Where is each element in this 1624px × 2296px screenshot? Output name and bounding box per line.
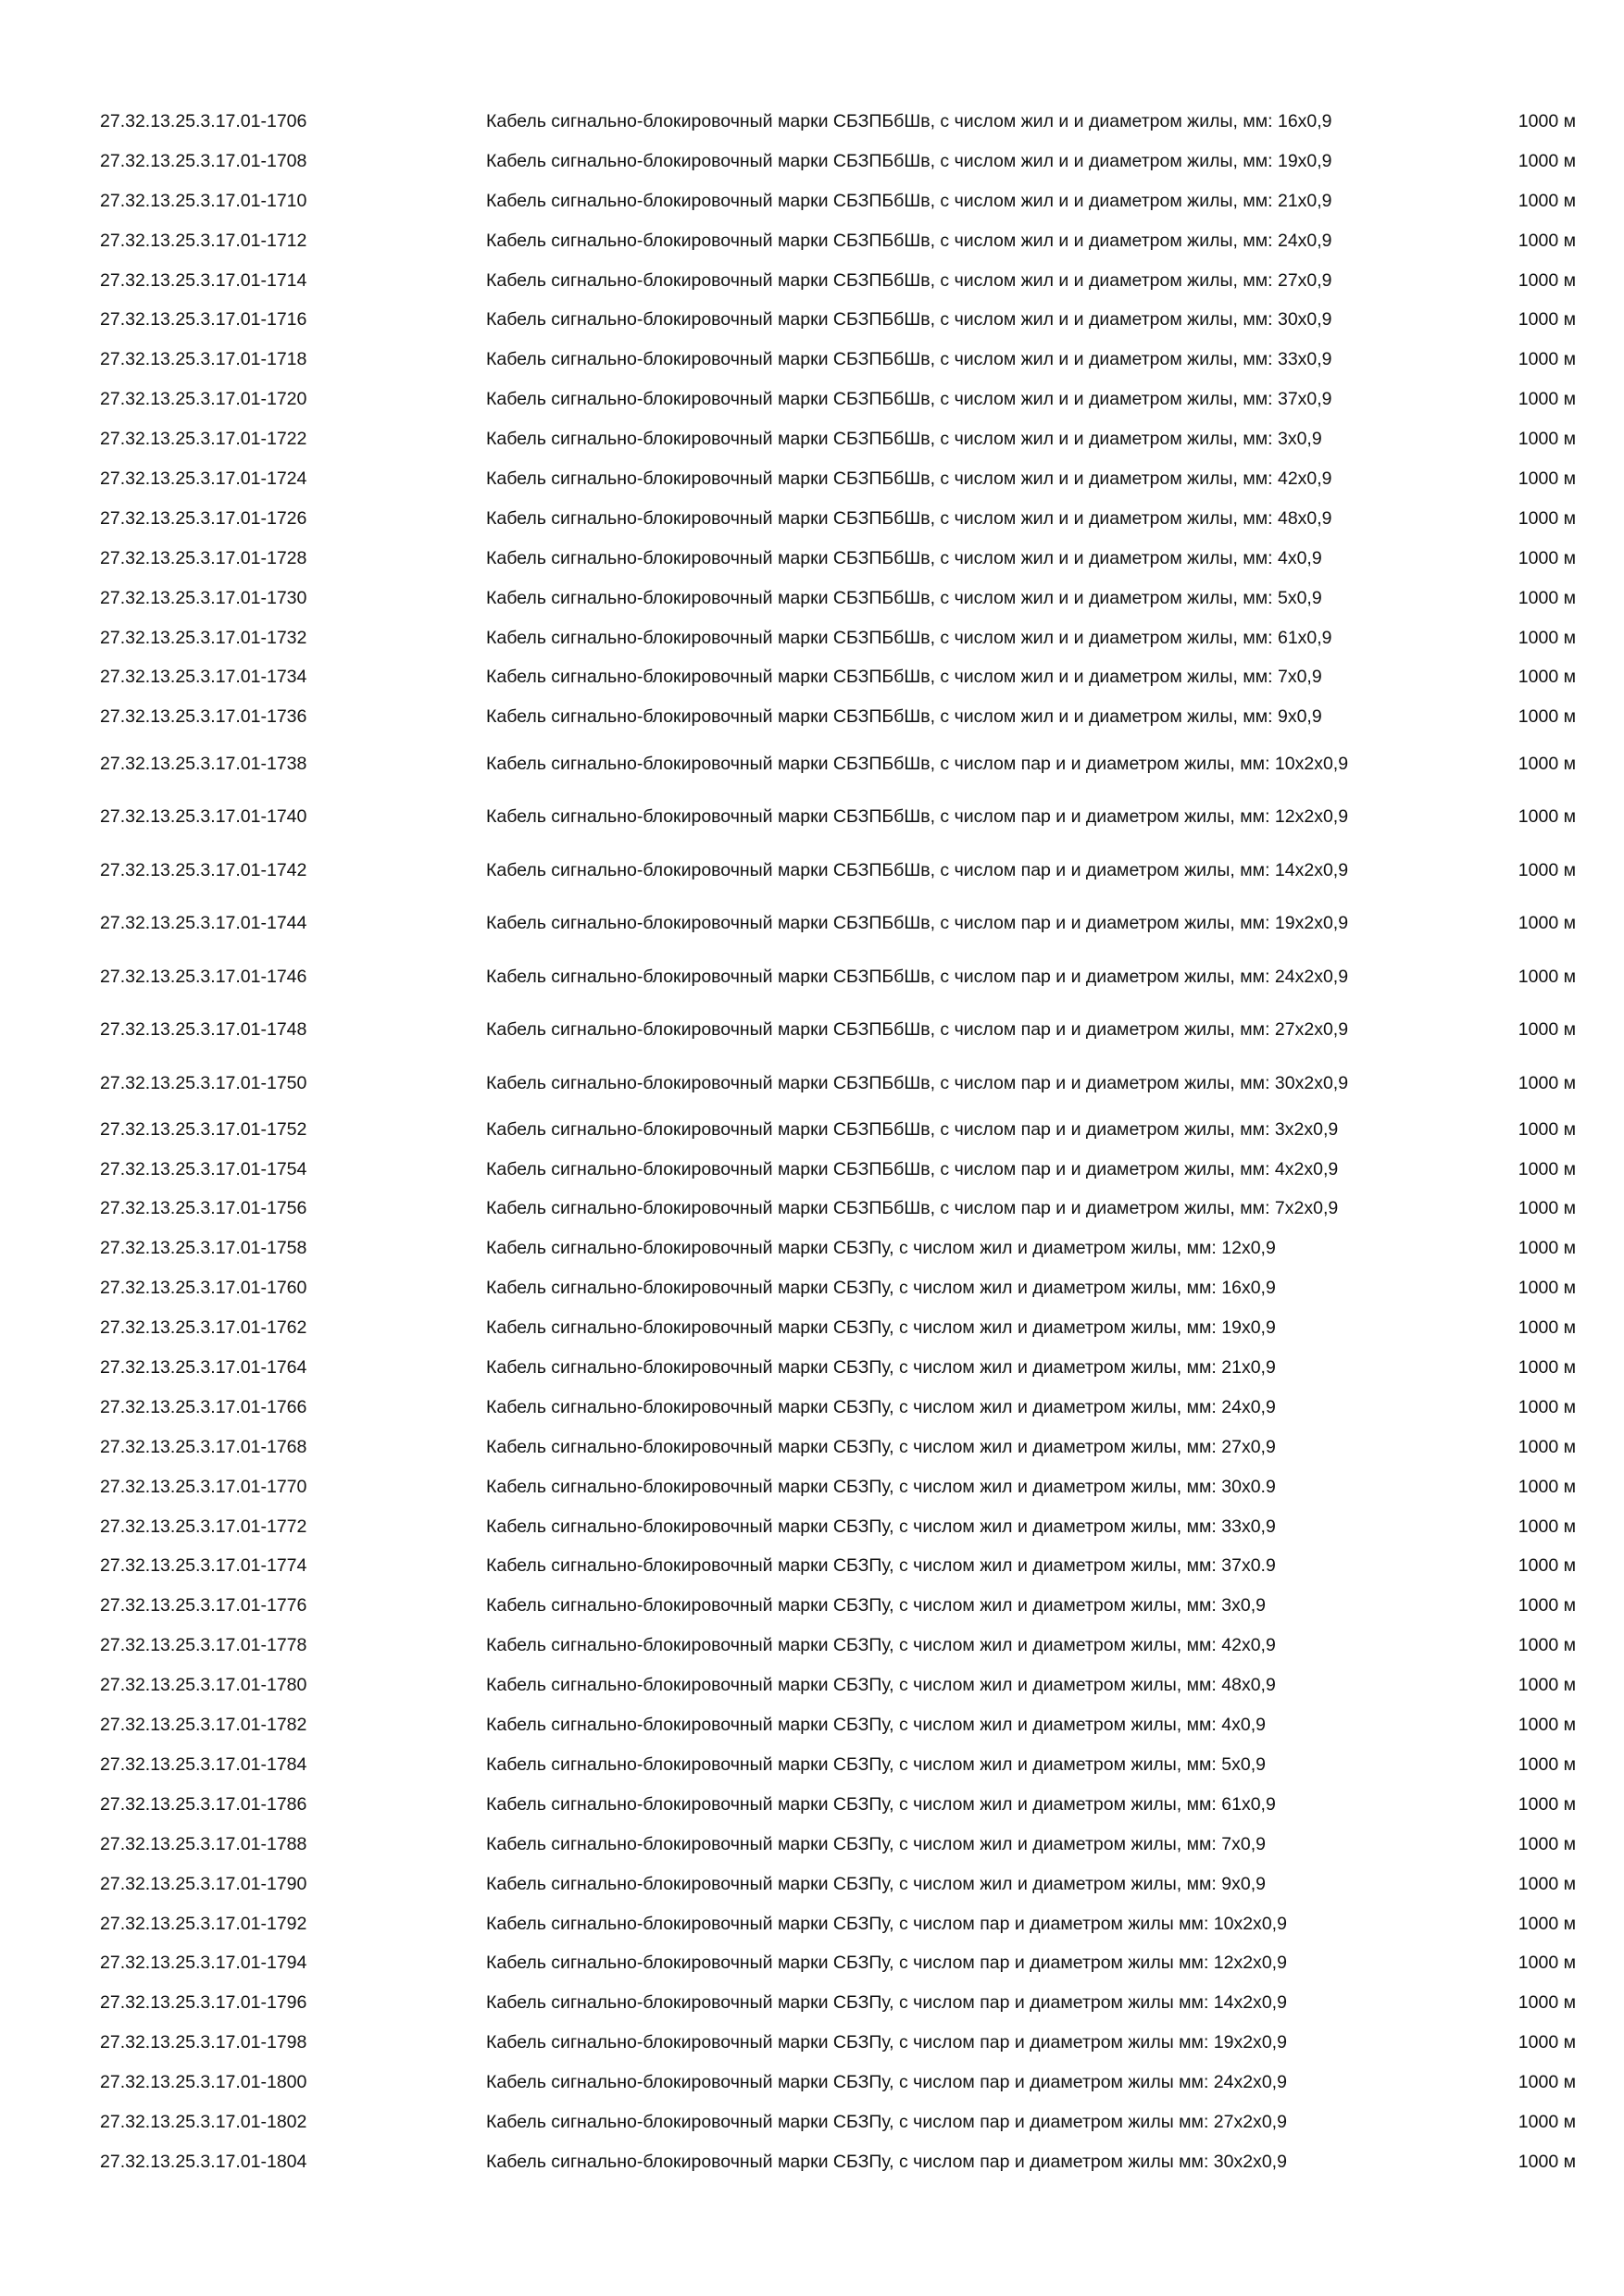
resource-code-cell: 27.32.13.25.3.17.01-1716 bbox=[100, 309, 307, 331]
unit-cell: 1000 м bbox=[1518, 1396, 1576, 1417]
resource-name-cell: Кабель сигнально-блокировочный марки СБЗПБбШв, с числом жил и и диаметром жилы, мм: 48х0,9 bbox=[486, 507, 1332, 529]
resource-table bbox=[93, 102, 1583, 2182]
unit-cell: 1000 м bbox=[1518, 1436, 1576, 1457]
unit-cell: 1000 м bbox=[1518, 2111, 1576, 2132]
resource-name-cell: Кабель сигнально-блокировочный марки СБЗПу, с числом жил и диаметром жилы, мм: 9х0,9 bbox=[486, 1873, 1266, 1894]
resource-code-cell: 27.32.13.25.3.17.01-1736 bbox=[100, 706, 307, 728]
unit-cell: 1000 м bbox=[1518, 1072, 1576, 1093]
table-row bbox=[93, 657, 1583, 697]
table-row bbox=[93, 737, 1583, 791]
resource-name-cell: Кабель сигнально-блокировочный марки СБЗПБбШв, с числом жил и и диаметром жилы, мм: 9х0,9 bbox=[486, 706, 1322, 728]
resource-name-cell: Кабель сигнально-блокировочный марки СБЗПу, с числом жил и диаметром жилы, мм: 37х0.9 bbox=[486, 1555, 1276, 1577]
resource-name-cell: Кабель сигнально-блокировочный марки СБЗПБбШв, с числом жил и и диаметром жилы, мм: 24х0,9 bbox=[486, 230, 1332, 251]
resource-code-cell: 27.32.13.25.3.17.01-1750 bbox=[100, 1072, 307, 1093]
table-row bbox=[93, 1004, 1583, 1057]
unit-cell: 1000 м bbox=[1518, 706, 1576, 728]
resource-code-cell: 27.32.13.25.3.17.01-1760 bbox=[100, 1278, 307, 1299]
table-row bbox=[93, 579, 1583, 618]
resource-code-cell: 27.32.13.25.3.17.01-1786 bbox=[100, 1793, 307, 1815]
unit-cell: 1000 м bbox=[1518, 429, 1576, 450]
unit-cell: 1000 м bbox=[1518, 1357, 1576, 1379]
table-row bbox=[93, 897, 1583, 951]
unit-cell: 1000 м bbox=[1518, 1913, 1576, 1934]
resource-code-cell: 27.32.13.25.3.17.01-1792 bbox=[100, 1913, 307, 1934]
table-row bbox=[93, 1943, 1583, 1983]
resource-code-cell: 27.32.13.25.3.17.01-1740 bbox=[100, 806, 307, 827]
resource-name-cell: Кабель сигнально-блокировочный марки СБЗПу, с числом жил и диаметром жилы, мм: 7х0,9 bbox=[486, 1833, 1266, 1854]
resource-code-cell: 27.32.13.25.3.17.01-1784 bbox=[100, 1753, 307, 1775]
resource-name-cell: Кабель сигнально-блокировочный марки СБЗПБбШв, с числом пар и и диаметром жилы, мм: 4х2х0,9 bbox=[486, 1158, 1339, 1179]
table-row bbox=[93, 1110, 1583, 1150]
unit-cell: 1000 м bbox=[1518, 389, 1576, 410]
resource-code-cell: 27.32.13.25.3.17.01-1706 bbox=[100, 110, 307, 131]
unit-cell: 1000 м bbox=[1518, 468, 1576, 489]
unit-cell: 1000 м bbox=[1518, 1833, 1576, 1854]
table-row bbox=[93, 1626, 1583, 1666]
table-row bbox=[93, 697, 1583, 737]
resource-name-cell: Кабель сигнально-блокировочный марки СБЗПБбШв, с числом жил и и диаметром жилы, мм: 42х0,9 bbox=[486, 468, 1332, 489]
resource-name-cell: Кабель сигнально-блокировочный марки СБЗПу, с числом пар и диаметром жилы мм: 10х2х0,9 bbox=[486, 1913, 1287, 1934]
resource-code-cell: 27.32.13.25.3.17.01-1744 bbox=[100, 913, 307, 933]
unit-cell: 1000 м bbox=[1518, 309, 1576, 331]
unit-cell: 1000 м bbox=[1518, 190, 1576, 211]
table-row bbox=[93, 261, 1583, 301]
unit-cell: 1000 м bbox=[1518, 1873, 1576, 1894]
table-row bbox=[93, 1428, 1583, 1467]
table-row bbox=[93, 618, 1583, 658]
resource-name-cell: Кабель сигнально-блокировочный марки СБЗПу, с числом пар и диаметром жилы мм: 12х2х0,9 bbox=[486, 1953, 1287, 1974]
unit-cell: 1000 м bbox=[1518, 1158, 1576, 1179]
table-row bbox=[93, 2063, 1583, 2103]
resource-code-cell: 27.32.13.25.3.17.01-1732 bbox=[100, 627, 307, 648]
resource-code-cell: 27.32.13.25.3.17.01-1734 bbox=[100, 667, 307, 688]
table-row bbox=[93, 499, 1583, 539]
table-row bbox=[93, 300, 1583, 340]
resource-code-cell: 27.32.13.25.3.17.01-1766 bbox=[100, 1396, 307, 1417]
unit-cell: 1000 м bbox=[1518, 2151, 1576, 2172]
resource-name-cell: Кабель сигнально-блокировочный марки СБЗПБбШв, с числом жил и и диаметром жилы, мм: 5х0,9 bbox=[486, 587, 1322, 608]
table-row bbox=[93, 1190, 1583, 1229]
table-row bbox=[93, 340, 1583, 380]
resource-code-cell: 27.32.13.25.3.17.01-1804 bbox=[100, 2151, 307, 2172]
resource-code-cell: 27.32.13.25.3.17.01-1710 bbox=[100, 190, 307, 211]
resource-code-cell: 27.32.13.25.3.17.01-1738 bbox=[100, 753, 307, 774]
table-row bbox=[93, 1056, 1583, 1110]
resource-code-cell: 27.32.13.25.3.17.01-1764 bbox=[100, 1357, 307, 1379]
resource-name-cell: Кабель сигнально-блокировочный марки СБЗПБбШв, с числом жил и и диаметром жилы, мм: 30х0,9 bbox=[486, 309, 1332, 331]
resource-code-cell: 27.32.13.25.3.17.01-1756 bbox=[100, 1198, 307, 1219]
resource-name-cell: Кабель сигнально-блокировочный марки СБЗПу, с числом жил и диаметром жилы, мм: 33х0,9 bbox=[486, 1516, 1276, 1537]
table-row bbox=[93, 142, 1583, 181]
resource-name-cell: Кабель сигнально-блокировочный марки СБЗПу, с числом жил и диаметром жилы, мм: 42х0,9 bbox=[486, 1635, 1276, 1656]
resource-code-cell: 27.32.13.25.3.17.01-1790 bbox=[100, 1873, 307, 1894]
unit-cell: 1000 м bbox=[1518, 269, 1576, 291]
table-row bbox=[93, 843, 1583, 897]
unit-cell: 1000 м bbox=[1518, 2072, 1576, 2093]
resource-name-cell: Кабель сигнально-блокировочный марки СБЗПу, с числом жил и диаметром жилы, мм: 12х0,9 bbox=[486, 1238, 1276, 1259]
resource-code-cell: 27.32.13.25.3.17.01-1802 bbox=[100, 2111, 307, 2132]
resource-name-cell: Кабель сигнально-блокировочный марки СБЗПу, с числом пар и диаметром жилы мм: 27х2х0,9 bbox=[486, 2111, 1287, 2132]
resource-name-cell: Кабель сигнально-блокировочный марки СБЗПБбШв, с числом жил и и диаметром жилы, мм: 61х0,9 bbox=[486, 627, 1332, 648]
unit-cell: 1000 м bbox=[1518, 753, 1576, 774]
resource-code-cell: 27.32.13.25.3.17.01-1788 bbox=[100, 1833, 307, 1854]
unit-cell: 1000 м bbox=[1518, 859, 1576, 880]
resource-name-cell: Кабель сигнально-блокировочный марки СБЗПБбШв, с числом жил и и диаметром жилы, мм: 7х0,9 bbox=[486, 667, 1322, 688]
table-row bbox=[93, 539, 1583, 579]
resource-code-cell: 27.32.13.25.3.17.01-1758 bbox=[100, 1238, 307, 1259]
unit-cell: 1000 м bbox=[1518, 349, 1576, 370]
unit-cell: 1000 м bbox=[1518, 1715, 1576, 1736]
table-row bbox=[93, 1586, 1583, 1626]
resource-table-body bbox=[93, 102, 1583, 2182]
resource-code-cell: 27.32.13.25.3.17.01-1742 bbox=[100, 859, 307, 880]
resource-code-cell: 27.32.13.25.3.17.01-1774 bbox=[100, 1555, 307, 1577]
resource-name-cell: Кабель сигнально-блокировочный марки СБЗПБбШв, с числом пар и и диаметром жилы, мм: 24х2х0,9 bbox=[486, 966, 1349, 987]
table-row bbox=[93, 1745, 1583, 1785]
table-row bbox=[93, 1983, 1583, 2023]
resource-name-cell: Кабель сигнально-блокировочный марки СБЗПу, с числом жил и диаметром жилы, мм: 61х0,9 bbox=[486, 1793, 1276, 1815]
resource-code-cell: 27.32.13.25.3.17.01-1708 bbox=[100, 150, 307, 171]
table-row bbox=[93, 1348, 1583, 1388]
resource-code-cell: 27.32.13.25.3.17.01-1748 bbox=[100, 1019, 307, 1040]
resource-code-cell: 27.32.13.25.3.17.01-1794 bbox=[100, 1953, 307, 1974]
resource-code-cell: 27.32.13.25.3.17.01-1722 bbox=[100, 429, 307, 450]
table-row bbox=[93, 1865, 1583, 1904]
table-row bbox=[93, 2023, 1583, 2063]
unit-cell: 1000 м bbox=[1518, 2032, 1576, 2053]
unit-cell: 1000 м bbox=[1518, 1118, 1576, 1140]
unit-cell: 1000 м bbox=[1518, 1992, 1576, 2014]
table-row bbox=[93, 1785, 1583, 1825]
unit-cell: 1000 м bbox=[1518, 1019, 1576, 1040]
resource-code-cell: 27.32.13.25.3.17.01-1772 bbox=[100, 1516, 307, 1537]
resource-name-cell: Кабель сигнально-блокировочный марки СБЗПБбШв, с числом жил и и диаметром жилы, мм: 21х0,9 bbox=[486, 190, 1332, 211]
resource-code-cell: 27.32.13.25.3.17.01-1762 bbox=[100, 1317, 307, 1339]
table-row bbox=[93, 1229, 1583, 1268]
resource-code-cell: 27.32.13.25.3.17.01-1782 bbox=[100, 1715, 307, 1736]
resource-name-cell: Кабель сигнально-блокировочный марки СБЗПу, с числом жил и диаметром жилы, мм: 16х0,9 bbox=[486, 1278, 1276, 1299]
resource-name-cell: Кабель сигнально-блокировочный марки СБЗПу, с числом жил и диаметром жилы, мм: 21х0,9 bbox=[486, 1357, 1276, 1379]
unit-cell: 1000 м bbox=[1518, 966, 1576, 987]
resource-name-cell: Кабель сигнально-блокировочный марки СБЗПБбШв, с числом жил и и диаметром жилы, мм: 3х0,9 bbox=[486, 429, 1322, 450]
resource-name-cell: Кабель сигнально-блокировочный марки СБЗПу, с числом жил и диаметром жилы, мм: 27х0,9 bbox=[486, 1436, 1276, 1457]
resource-code-cell: 27.32.13.25.3.17.01-1718 bbox=[100, 349, 307, 370]
unit-cell: 1000 м bbox=[1518, 806, 1576, 827]
resource-name-cell: Кабель сигнально-блокировочный марки СБЗПу, с числом жил и диаметром жилы, мм: 4х0,9 bbox=[486, 1715, 1266, 1736]
table-row bbox=[93, 791, 1583, 844]
unit-cell: 1000 м bbox=[1518, 547, 1576, 568]
table-row bbox=[93, 102, 1583, 142]
resource-code-cell: 27.32.13.25.3.17.01-1724 bbox=[100, 468, 307, 489]
resource-code-cell: 27.32.13.25.3.17.01-1796 bbox=[100, 1992, 307, 2014]
resource-name-cell: Кабель сигнально-блокировочный марки СБЗПБбШв, с числом жил и и диаметром жилы, мм: 4х0,9 bbox=[486, 547, 1322, 568]
resource-code-cell: 27.32.13.25.3.17.01-1726 bbox=[100, 507, 307, 529]
unit-cell: 1000 м bbox=[1518, 587, 1576, 608]
resource-name-cell: Кабель сигнально-блокировочный марки СБЗПБбШв, с числом пар и и диаметром жилы, мм: 7х2х0,9 bbox=[486, 1198, 1339, 1219]
resource-name-cell: Кабель сигнально-блокировочный марки СБЗПБбШв, с числом пар и и диаметром жилы, мм: 3х2х0,9 bbox=[486, 1118, 1339, 1140]
table-row bbox=[93, 1308, 1583, 1348]
unit-cell: 1000 м bbox=[1518, 1476, 1576, 1497]
resource-code-cell: 27.32.13.25.3.17.01-1776 bbox=[100, 1595, 307, 1616]
table-row bbox=[93, 419, 1583, 459]
resource-name-cell: Кабель сигнально-блокировочный марки СБЗПБбШв, с числом жил и и диаметром жилы, мм: 27х0,9 bbox=[486, 269, 1332, 291]
table-row bbox=[93, 1150, 1583, 1190]
table-row bbox=[93, 1666, 1583, 1705]
unit-cell: 1000 м bbox=[1518, 1635, 1576, 1656]
table-row bbox=[93, 1388, 1583, 1428]
table-row bbox=[93, 221, 1583, 261]
resource-name-cell: Кабель сигнально-блокировочный марки СБЗПБбШв, с числом пар и и диаметром жилы, мм: 30х2х0,9 bbox=[486, 1072, 1349, 1093]
resource-code-cell: 27.32.13.25.3.17.01-1800 bbox=[100, 2072, 307, 2093]
resource-code-cell: 27.32.13.25.3.17.01-1714 bbox=[100, 269, 307, 291]
resource-name-cell: Кабель сигнально-блокировочный марки СБЗПБбШв, с числом жил и и диаметром жилы, мм: 16х0,9 bbox=[486, 110, 1332, 131]
unit-cell: 1000 м bbox=[1518, 507, 1576, 529]
resource-code-cell: 27.32.13.25.3.17.01-1746 bbox=[100, 966, 307, 987]
unit-cell: 1000 м bbox=[1518, 1198, 1576, 1219]
resource-name-cell: Кабель сигнально-блокировочный марки СБЗПБбШв, с числом пар и и диаметром жилы, мм: 19х2х0,9 bbox=[486, 913, 1349, 933]
resource-name-cell: Кабель сигнально-блокировочный марки СБЗПБбШв, с числом пар и и диаметром жилы, мм: 14х2х0,9 bbox=[486, 859, 1349, 880]
resource-name-cell: Кабель сигнально-блокировочный марки СБЗПу, с числом жил и диаметром жилы, мм: 30х0.9 bbox=[486, 1476, 1276, 1497]
unit-cell: 1000 м bbox=[1518, 1753, 1576, 1775]
table-row bbox=[93, 1705, 1583, 1745]
resource-name-cell: Кабель сигнально-блокировочный марки СБЗПу, с числом пар и диаметром жилы мм: 14х2х0,9 bbox=[486, 1992, 1287, 2014]
table-row bbox=[93, 2103, 1583, 2142]
unit-cell: 1000 м bbox=[1518, 1675, 1576, 1696]
resource-code-cell: 27.32.13.25.3.17.01-1752 bbox=[100, 1118, 307, 1140]
table-row bbox=[93, 459, 1583, 499]
resource-name-cell: Кабель сигнально-блокировочный марки СБЗПу, с числом жил и диаметром жилы, мм: 5х0,9 bbox=[486, 1753, 1266, 1775]
resource-code-cell: 27.32.13.25.3.17.01-1730 bbox=[100, 587, 307, 608]
resource-code-cell: 27.32.13.25.3.17.01-1712 bbox=[100, 230, 307, 251]
table-row bbox=[93, 380, 1583, 419]
resource-code-cell: 27.32.13.25.3.17.01-1728 bbox=[100, 547, 307, 568]
resource-name-cell: Кабель сигнально-блокировочный марки СБЗПу, с числом жил и диаметром жилы, мм: 19х0,9 bbox=[486, 1317, 1276, 1339]
unit-cell: 1000 м bbox=[1518, 1555, 1576, 1577]
resource-name-cell: Кабель сигнально-блокировочный марки СБЗПу, с числом жил и диаметром жилы, мм: 48х0,9 bbox=[486, 1675, 1276, 1696]
table-row bbox=[93, 1547, 1583, 1587]
unit-cell: 1000 м bbox=[1518, 1278, 1576, 1299]
resource-name-cell: Кабель сигнально-блокировочный марки СБЗПБбШв, с числом пар и и диаметром жилы, мм: 10х2х0,9 bbox=[486, 753, 1349, 774]
table-row bbox=[93, 1825, 1583, 1865]
unit-cell: 1000 м bbox=[1518, 1793, 1576, 1815]
unit-cell: 1000 м bbox=[1518, 1953, 1576, 1974]
unit-cell: 1000 м bbox=[1518, 1516, 1576, 1537]
unit-cell: 1000 м bbox=[1518, 1595, 1576, 1616]
unit-cell: 1000 м bbox=[1518, 627, 1576, 648]
resource-code-cell: 27.32.13.25.3.17.01-1770 bbox=[100, 1476, 307, 1497]
unit-cell: 1000 м bbox=[1518, 150, 1576, 171]
resource-name-cell: Кабель сигнально-блокировочный марки СБЗПу, с числом пар и диаметром жилы мм: 24х2х0,9 bbox=[486, 2072, 1287, 2093]
resource-name-cell: Кабель сигнально-блокировочный марки СБЗПБбШв, с числом пар и и диаметром жилы, мм: 27х2х0,9 bbox=[486, 1019, 1349, 1040]
table-row bbox=[93, 1507, 1583, 1547]
table-row bbox=[93, 1904, 1583, 1944]
resource-name-cell: Кабель сигнально-блокировочный марки СБЗПБбШв, с числом жил и и диаметром жилы, мм: 37х0,9 bbox=[486, 389, 1332, 410]
table-row bbox=[93, 950, 1583, 1004]
table-row bbox=[93, 2142, 1583, 2182]
table-row bbox=[93, 1467, 1583, 1507]
resource-name-cell: Кабель сигнально-блокировочный марки СБЗПу, с числом пар и диаметром жилы мм: 19х2х0,9 bbox=[486, 2032, 1287, 2053]
resource-code-cell: 27.32.13.25.3.17.01-1778 bbox=[100, 1635, 307, 1656]
resource-code-cell: 27.32.13.25.3.17.01-1768 bbox=[100, 1436, 307, 1457]
resource-name-cell: Кабель сигнально-блокировочный марки СБЗПу, с числом пар и диаметром жилы мм: 30х2х0,9 bbox=[486, 2151, 1287, 2172]
resource-name-cell: Кабель сигнально-блокировочный марки СБЗПБбШв, с числом пар и и диаметром жилы, мм: 12х2х0,9 bbox=[486, 806, 1349, 827]
unit-cell: 1000 м bbox=[1518, 1238, 1576, 1259]
unit-cell: 1000 м bbox=[1518, 230, 1576, 251]
table-row bbox=[93, 181, 1583, 221]
resource-name-cell: Кабель сигнально-блокировочный марки СБЗПБбШв, с числом жил и и диаметром жилы, мм: 19х0,9 bbox=[486, 150, 1332, 171]
resource-name-cell: Кабель сигнально-блокировочный марки СБЗПу, с числом жил и диаметром жилы, мм: 24х0,9 bbox=[486, 1396, 1276, 1417]
resource-name-cell: Кабель сигнально-блокировочный марки СБЗПБбШв, с числом жил и и диаметром жилы, мм: 33х0,9 bbox=[486, 349, 1332, 370]
unit-cell: 1000 м bbox=[1518, 1317, 1576, 1339]
unit-cell: 1000 м bbox=[1518, 913, 1576, 933]
unit-cell: 1000 м bbox=[1518, 667, 1576, 688]
resource-code-cell: 27.32.13.25.3.17.01-1754 bbox=[100, 1158, 307, 1179]
resource-name-cell: Кабель сигнально-блокировочный марки СБЗПу, с числом жил и диаметром жилы, мм: 3х0,9 bbox=[486, 1595, 1266, 1616]
unit-cell: 1000 м bbox=[1518, 110, 1576, 131]
resource-code-cell: 27.32.13.25.3.17.01-1780 bbox=[100, 1675, 307, 1696]
resource-code-cell: 27.32.13.25.3.17.01-1798 bbox=[100, 2032, 307, 2053]
table-row bbox=[93, 1268, 1583, 1308]
resource-code-cell: 27.32.13.25.3.17.01-1720 bbox=[100, 389, 307, 410]
